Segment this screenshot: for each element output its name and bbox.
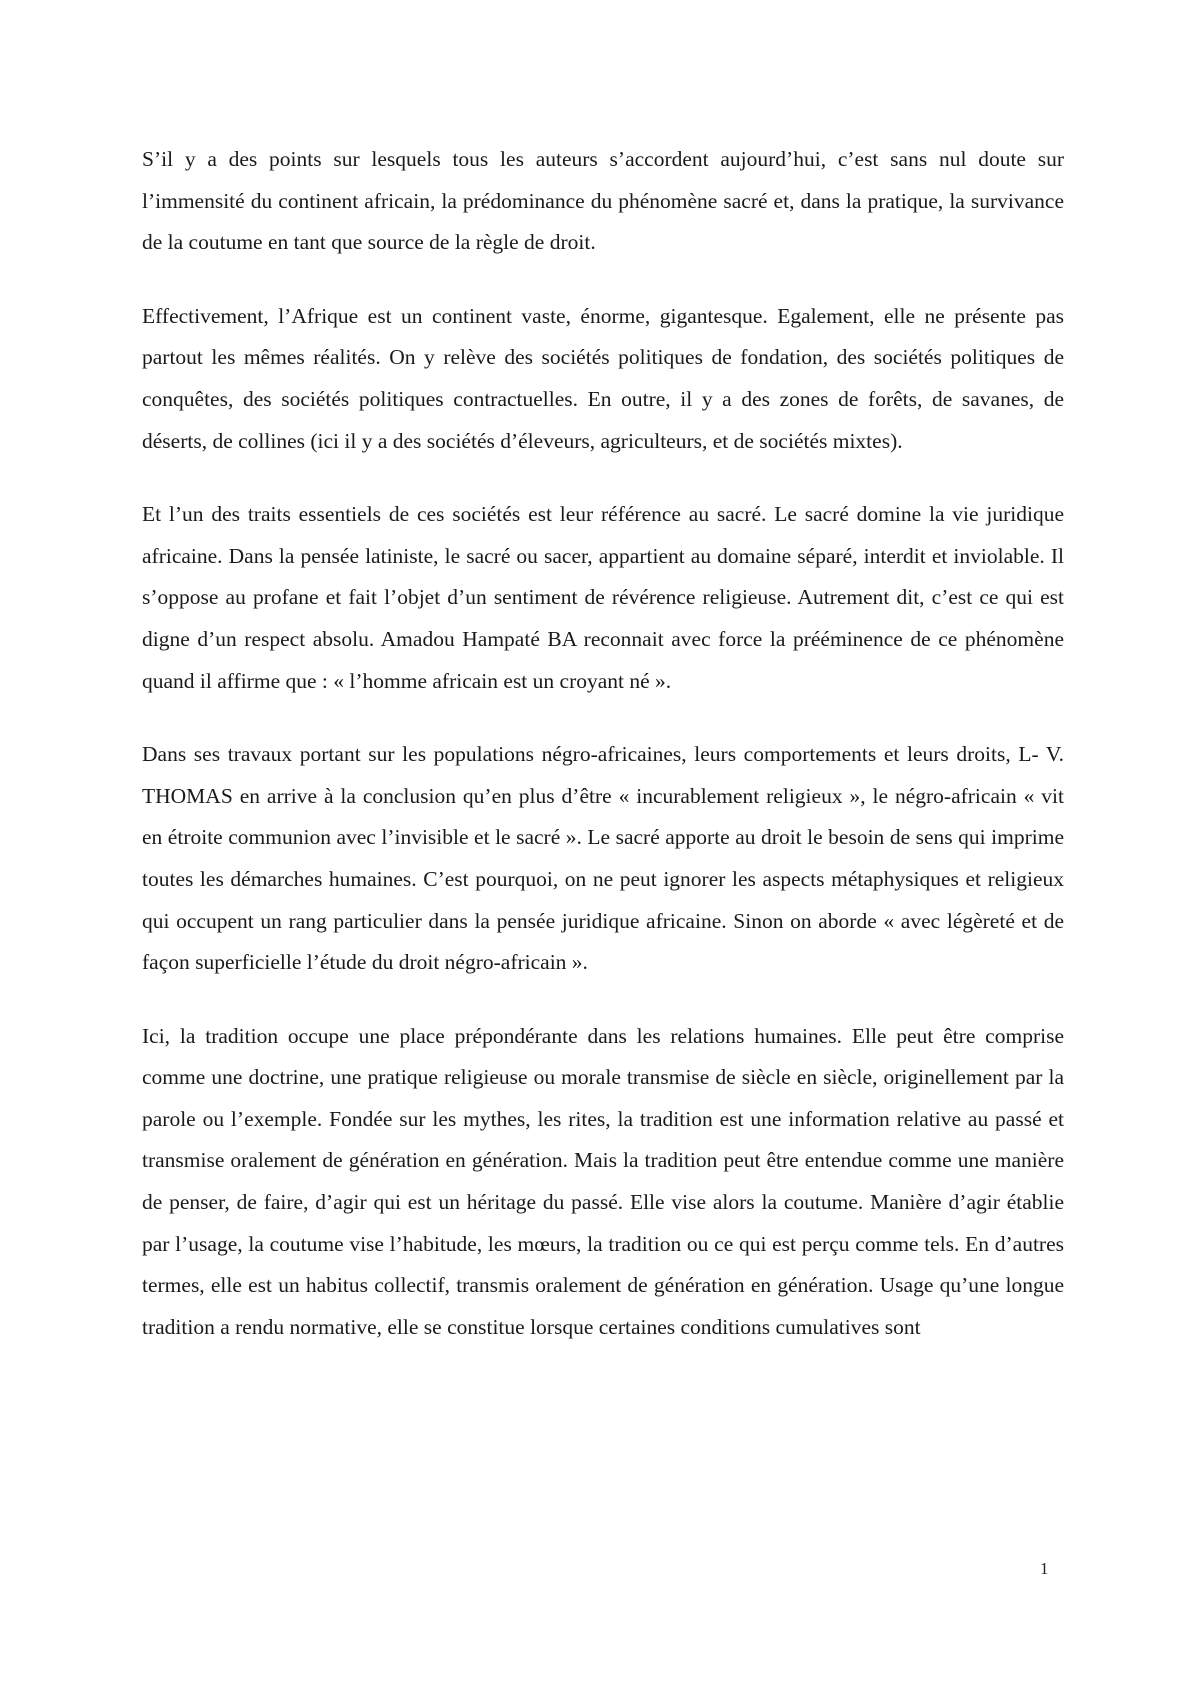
paragraph-1: S’il y a des points sur lesquels tous les auteurs s’accordent aujourd’hui, c’est sans nul doute sur l’immensité du continent africain, la prédominance du phénomène sacré et, dans la pratique, la survivance de la coutume en tant que source de la règle de droit.	[142, 147, 1064, 255]
paragraph-3: Et l’un des traits essentiels de ces sociétés est leur référence au sacré. Le sacré domine la vie juridique africaine. Dans la pensée latiniste, le sacré ou sacer, appartient au domaine séparé, interdit et inviolable. Il s’oppose au profane et fait l’objet d’un sentiment de révérence religieuse. Autrement dit, c’est ce qui est digne d’un respect absolu. Amadou Hampaté BA reconnait avec force la prééminence de ce phénomène quand il affirme que : « l’homme africain est un croyant né ».	[142, 502, 1064, 693]
paragraph-2: Effectivement, l’Afrique est un continent vaste, énorme, gigantesque. Egalement, elle ne présente pas partout les mêmes réalités. On y relève des sociétés politiques de fondation, des sociétés politiques de conquêtes, des sociétés politiques contractuelles. En outre, il y a des zones de forêts, de savanes, de déserts, de collines (ici il y a des sociétés d’éleveurs, agriculteurs, et de sociétés mixtes).	[142, 303, 1064, 453]
page-number: 1	[1040, 1559, 1049, 1578]
paragraph-4: Dans ses travaux portant sur les populations négro-africaines, leurs comportements et leurs droits, L- V. THOMAS en arrive à la conclusion qu’en plus d’être « incurablement religieux », le négro-africain « vit en étroite communion avec l’invisible et le sacré ». Le sacré apporte au droit le besoin de sens qui imprime toutes les démarches humaines. C’est pourquoi, on ne peut ignorer les aspects métaphysiques et religieux qui occupent un rang particulier dans la pensée juridique africaine. Sinon on aborde « avec légèreté et de façon superficielle l’étude du droit négro-africain ».	[142, 742, 1064, 975]
paragraph-5: Ici, la tradition occupe une place prépondérante dans les relations humaines. Elle peut être comprise comme une doctrine, une pratique religieuse ou morale transmise de siècle en siècle, originellement par la parole ou l’exemple. Fondée sur les mythes, les rites, la tradition est une information relative au passé et transmise oralement de génération en génération. Mais la tradition peut être entendue comme une manière de penser, de faire, d’agir qui est un héritage du passé. Elle vise alors la coutume. Manière d’agir établie par l’usage, la coutume vise l’habitude, les mœurs, la tradition ou ce qui est perçu comme tels. En d’autres termes, elle est un habitus collectif, transmis oralement de génération en génération. Usage qu’une longue tradition a rendu normative, elle se constitue lorsque certaines conditions cumulatives sont	[142, 1023, 1064, 1339]
body-text	[142, 139, 1064, 1380]
